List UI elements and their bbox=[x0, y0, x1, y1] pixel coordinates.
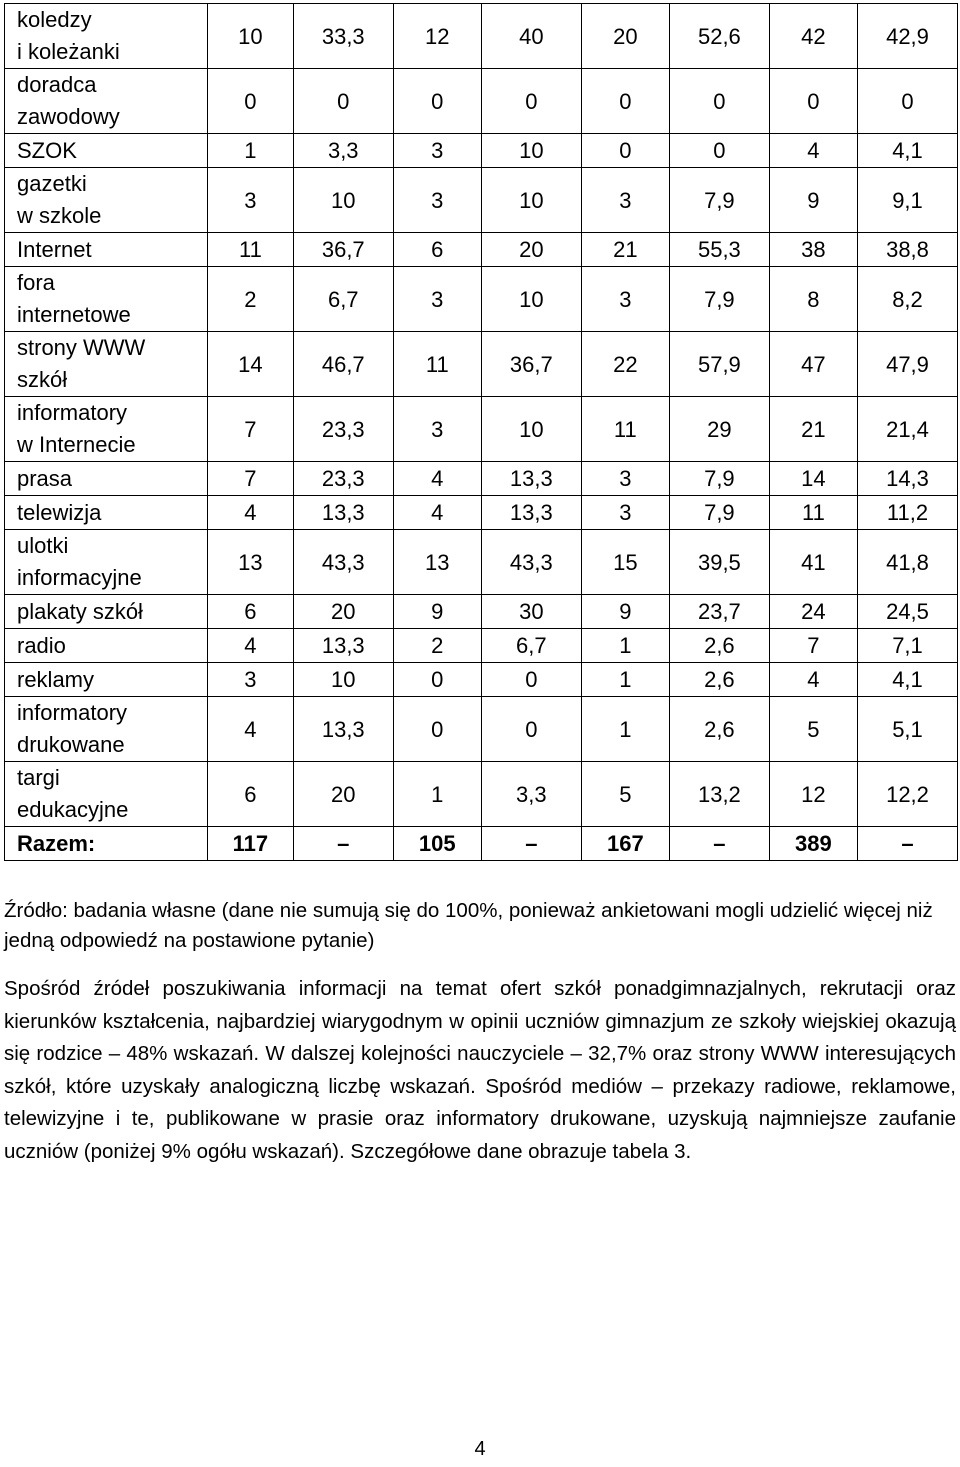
table-cell: 7 bbox=[208, 462, 294, 496]
table-row bbox=[5, 134, 958, 168]
row-label bbox=[5, 397, 208, 462]
table-cell: 6 bbox=[208, 762, 294, 827]
row-label-line: doradca bbox=[17, 72, 97, 97]
table-cell: 5 bbox=[769, 697, 857, 762]
table-cell: 20 bbox=[293, 762, 393, 827]
table-cell: 52,6 bbox=[669, 4, 769, 69]
table-cell: 6 bbox=[208, 595, 294, 629]
table-cell: 30 bbox=[481, 595, 581, 629]
table-cell: 12 bbox=[393, 4, 481, 69]
table-cell: 24 bbox=[769, 595, 857, 629]
table-row bbox=[5, 233, 958, 267]
table-row bbox=[5, 663, 958, 697]
table-cell: 5,1 bbox=[857, 697, 957, 762]
table-cell: 21,4 bbox=[857, 397, 957, 462]
row-label bbox=[5, 233, 208, 267]
row-label-line: targi bbox=[17, 765, 60, 790]
row-label-line: informacyjne bbox=[17, 565, 142, 590]
table-cell: 5 bbox=[581, 762, 669, 827]
table-cell: 8,2 bbox=[857, 267, 957, 332]
table-cell: 14 bbox=[769, 462, 857, 496]
table-cell: 40 bbox=[481, 4, 581, 69]
row-label bbox=[5, 496, 208, 530]
table-row bbox=[5, 332, 958, 397]
row-label bbox=[5, 168, 208, 233]
body-paragraph bbox=[4, 973, 956, 1169]
table-cell: 42 bbox=[769, 4, 857, 69]
table-cell: 9 bbox=[581, 595, 669, 629]
table-cell: 3 bbox=[393, 397, 481, 462]
total-cell: – bbox=[293, 827, 393, 861]
table-cell: 8 bbox=[769, 267, 857, 332]
table-cell: 3,3 bbox=[293, 134, 393, 168]
table-cell: 0 bbox=[208, 69, 294, 134]
table-cell: 13,3 bbox=[481, 496, 581, 530]
table-cell: 57,9 bbox=[669, 332, 769, 397]
table-cell: 4 bbox=[769, 663, 857, 697]
total-cell: – bbox=[669, 827, 769, 861]
table-cell: 3 bbox=[393, 168, 481, 233]
table-cell: 36,7 bbox=[481, 332, 581, 397]
table-cell: 55,3 bbox=[669, 233, 769, 267]
table-cell: 2,6 bbox=[669, 697, 769, 762]
row-label bbox=[5, 762, 208, 827]
row-label-line: telewizja bbox=[17, 500, 102, 525]
table-cell: 1 bbox=[393, 762, 481, 827]
total-cell: – bbox=[481, 827, 581, 861]
table-cell: 0 bbox=[669, 69, 769, 134]
table-cell: 13,3 bbox=[293, 697, 393, 762]
row-label bbox=[5, 134, 208, 168]
table-cell: 14,3 bbox=[857, 462, 957, 496]
table-cell: 1 bbox=[581, 697, 669, 762]
table-cell: 0 bbox=[293, 69, 393, 134]
table-cell: 9 bbox=[393, 595, 481, 629]
table-cell: 6,7 bbox=[293, 267, 393, 332]
table-cell: 23,3 bbox=[293, 462, 393, 496]
table-cell: 39,5 bbox=[669, 530, 769, 595]
table-cell: 42,9 bbox=[857, 4, 957, 69]
table-cell: 36,7 bbox=[293, 233, 393, 267]
total-cell: 389 bbox=[769, 827, 857, 861]
table-cell: 10 bbox=[293, 663, 393, 697]
table-cell: 13 bbox=[393, 530, 481, 595]
row-label-line: koledzy bbox=[17, 7, 92, 32]
table-cell: 20 bbox=[581, 4, 669, 69]
paragraph-sentence: Spośród mediów – przekazy radiowe, reklamowe, telewizyjne i te, publikowane w prasie oraz informatory drukowane, uzyskują najmniejsze zaufanie uczniów (poniżej 9% ogółu wskazań). Szczegółowe dane obrazuje tabela 3. bbox=[4, 1074, 957, 1163]
row-label-line: plakaty szkół bbox=[17, 599, 143, 624]
table-cell: 6,7 bbox=[481, 629, 581, 663]
row-label bbox=[5, 462, 208, 496]
table-cell: 10 bbox=[208, 4, 294, 69]
total-label: Razem: bbox=[5, 827, 208, 861]
table-cell: 10 bbox=[481, 397, 581, 462]
table-cell: 0 bbox=[581, 69, 669, 134]
table-row bbox=[5, 595, 958, 629]
row-label-line: gazetki bbox=[17, 171, 87, 196]
table-cell: 0 bbox=[769, 69, 857, 134]
table-cell: 11 bbox=[581, 397, 669, 462]
table-cell: 20 bbox=[481, 233, 581, 267]
row-label-line: informatory bbox=[17, 400, 128, 425]
row-label-line: Internet bbox=[17, 237, 92, 262]
table-cell: 0 bbox=[393, 697, 481, 762]
row-label-line: fora bbox=[17, 270, 55, 295]
table-cell: 1 bbox=[581, 629, 669, 663]
table-cell: 41 bbox=[769, 530, 857, 595]
table-cell: 0 bbox=[393, 69, 481, 134]
table-cell: 24,5 bbox=[857, 595, 957, 629]
table-cell: 10 bbox=[481, 267, 581, 332]
row-label-line: w szkole bbox=[17, 203, 102, 228]
table-cell: 7 bbox=[769, 629, 857, 663]
table-row bbox=[5, 267, 958, 332]
table-cell: 3 bbox=[581, 462, 669, 496]
table-cell: 11,2 bbox=[857, 496, 957, 530]
table-cell: 3 bbox=[393, 134, 481, 168]
table-cell: 12,2 bbox=[857, 762, 957, 827]
table-cell: 3 bbox=[208, 663, 294, 697]
table-row bbox=[5, 397, 958, 462]
table-cell: 4 bbox=[769, 134, 857, 168]
table-cell: 0 bbox=[581, 134, 669, 168]
row-label-line: strony WWW bbox=[17, 335, 146, 360]
table-cell: 33,3 bbox=[293, 4, 393, 69]
table-cell: 3 bbox=[208, 168, 294, 233]
table-cell: 4,1 bbox=[857, 134, 957, 168]
table-row bbox=[5, 762, 958, 827]
table-cell: 13,2 bbox=[669, 762, 769, 827]
table-cell: 4,1 bbox=[857, 663, 957, 697]
table-cell: 13,3 bbox=[293, 629, 393, 663]
table-cell: 13,3 bbox=[481, 462, 581, 496]
table-cell: 14 bbox=[208, 332, 294, 397]
table-cell: 0 bbox=[669, 134, 769, 168]
table-cell: 10 bbox=[481, 168, 581, 233]
table-cell: 7,9 bbox=[669, 462, 769, 496]
row-label-line: prasa bbox=[17, 466, 73, 491]
table-cell: 9 bbox=[769, 168, 857, 233]
table-cell: 2 bbox=[393, 629, 481, 663]
source-note: Źródło: badania własne (dane nie sumują się do 100%, ponieważ ankietowani mogli udzielić więcej niż jedną odpowiedź na postawione pytanie) bbox=[4, 899, 933, 952]
table-cell: 0 bbox=[857, 69, 957, 134]
table-cell: 3 bbox=[581, 267, 669, 332]
row-label bbox=[5, 595, 208, 629]
table-cell: 4 bbox=[393, 496, 481, 530]
table-cell: 0 bbox=[481, 69, 581, 134]
row-label-line: ulotki bbox=[17, 533, 69, 558]
total-cell: 117 bbox=[208, 827, 294, 861]
table-cell: 20 bbox=[293, 595, 393, 629]
row-label-line: w Internecie bbox=[17, 432, 136, 457]
table-body bbox=[5, 4, 958, 861]
row-label bbox=[5, 697, 208, 762]
table-cell: 21 bbox=[581, 233, 669, 267]
table-row bbox=[5, 629, 958, 663]
table-cell: 38 bbox=[769, 233, 857, 267]
table-cell: 3 bbox=[581, 168, 669, 233]
table-cell: 9,1 bbox=[857, 168, 957, 233]
table-cell: 10 bbox=[481, 134, 581, 168]
table-row bbox=[5, 168, 958, 233]
table-cell: 3 bbox=[393, 267, 481, 332]
table-row bbox=[5, 496, 958, 530]
row-label bbox=[5, 4, 208, 69]
table-cell: 0 bbox=[481, 663, 581, 697]
total-cell: – bbox=[857, 827, 957, 861]
row-label-line: szkół bbox=[17, 367, 68, 392]
page-number: 4 bbox=[474, 1438, 486, 1460]
table-cell: 23,7 bbox=[669, 595, 769, 629]
row-label-line: reklamy bbox=[17, 667, 95, 692]
table-cell: 2,6 bbox=[669, 663, 769, 697]
table-cell: 7 bbox=[208, 397, 294, 462]
row-label bbox=[5, 267, 208, 332]
table-cell: 29 bbox=[669, 397, 769, 462]
table-cell: 38,8 bbox=[857, 233, 957, 267]
table-cell: 23,3 bbox=[293, 397, 393, 462]
row-label bbox=[5, 663, 208, 697]
row-label bbox=[5, 530, 208, 595]
table-cell: 12 bbox=[769, 762, 857, 827]
row-label-line: edukacyjne bbox=[17, 797, 129, 822]
table-cell: 4 bbox=[208, 629, 294, 663]
row-label-line: drukowane bbox=[17, 732, 125, 757]
total-cell: 105 bbox=[393, 827, 481, 861]
table-row bbox=[5, 530, 958, 595]
table-cell: 1 bbox=[581, 663, 669, 697]
table-cell: 22 bbox=[581, 332, 669, 397]
row-label bbox=[5, 332, 208, 397]
table-cell: 4 bbox=[208, 496, 294, 530]
row-label-line: internetowe bbox=[17, 302, 131, 327]
total-row bbox=[5, 827, 958, 861]
table-row bbox=[5, 4, 958, 69]
table-row bbox=[5, 69, 958, 134]
table-cell: 11 bbox=[769, 496, 857, 530]
table-cell: 4 bbox=[208, 697, 294, 762]
table-cell: 13 bbox=[208, 530, 294, 595]
row-label-line: zawodowy bbox=[17, 104, 120, 129]
table-cell: 4 bbox=[393, 462, 481, 496]
table-cell: 47,9 bbox=[857, 332, 957, 397]
row-label-line: radio bbox=[17, 633, 66, 658]
table-cell: 7,9 bbox=[669, 168, 769, 233]
table-row bbox=[5, 697, 958, 762]
table-cell: 0 bbox=[481, 697, 581, 762]
table-row bbox=[5, 462, 958, 496]
table-cell: 10 bbox=[293, 168, 393, 233]
table-cell: 46,7 bbox=[293, 332, 393, 397]
table-cell: 21 bbox=[769, 397, 857, 462]
table-cell: 7,9 bbox=[669, 496, 769, 530]
table-cell: 15 bbox=[581, 530, 669, 595]
table-cell: 7,1 bbox=[857, 629, 957, 663]
table-cell: 43,3 bbox=[481, 530, 581, 595]
table-cell: 11 bbox=[208, 233, 294, 267]
table-cell: 43,3 bbox=[293, 530, 393, 595]
row-label bbox=[5, 69, 208, 134]
table-cell: 3 bbox=[581, 496, 669, 530]
row-label-line: informatory bbox=[17, 700, 128, 725]
paragraph-sentence: Spośród źródeł poszukiwania informacji na temat ofert szkół ponadgimnazjalnych, rekrutacji oraz kierunków kształcenia, najbardziej wiarygodnym w opinii uczniów gimnazjum ze szkoły wiejskiej okazują się rodzice – 48% wskazań. W dalszej kolejności nauczyciele – 32,7% oraz strony WWW interesujących szkół, które uzyskały analogiczną liczbę wskazań. bbox=[4, 977, 956, 1098]
total-cell: 167 bbox=[581, 827, 669, 861]
table-cell: 3,3 bbox=[481, 762, 581, 827]
table-cell: 41,8 bbox=[857, 530, 957, 595]
row-label-line: i koleżanki bbox=[17, 39, 120, 64]
table-cell: 0 bbox=[393, 663, 481, 697]
table-cell: 47 bbox=[769, 332, 857, 397]
table-cell: 2,6 bbox=[669, 629, 769, 663]
row-label bbox=[5, 629, 208, 663]
row-label-line: SZOK bbox=[17, 138, 77, 163]
data-table bbox=[4, 3, 958, 861]
table-cell: 6 bbox=[393, 233, 481, 267]
table-cell: 2 bbox=[208, 267, 294, 332]
table-cell: 13,3 bbox=[293, 496, 393, 530]
table-cell: 11 bbox=[393, 332, 481, 397]
table-cell: 7,9 bbox=[669, 267, 769, 332]
table-cell: 1 bbox=[208, 134, 294, 168]
